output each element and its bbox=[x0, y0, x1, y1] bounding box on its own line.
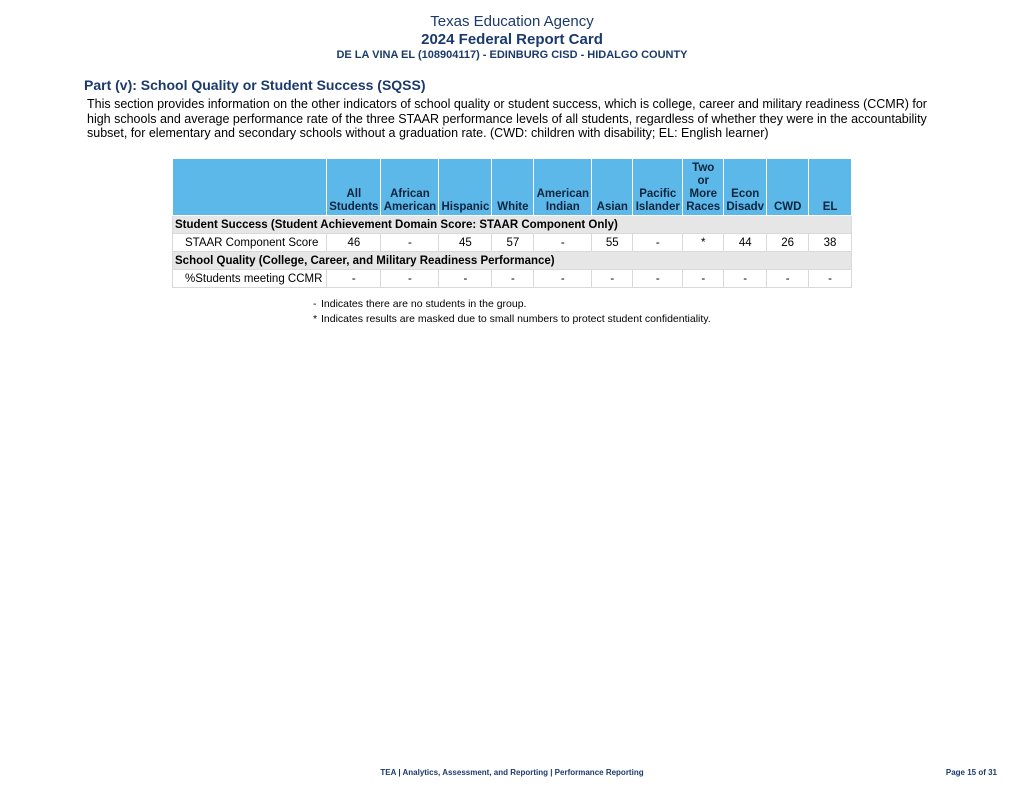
section-heading: Student Success (Student Achievement Domain Score: STAAR Component Only) bbox=[173, 216, 852, 234]
column-header-line: Pacific bbox=[639, 188, 677, 200]
table-cell: - bbox=[683, 270, 724, 288]
footer-credit: TEA | Analytics, Assessment, and Reporting | Performance Reporting bbox=[380, 768, 644, 777]
table-cell: - bbox=[381, 270, 439, 288]
column-header-line: White bbox=[497, 201, 529, 213]
column-header-line: Hispanic bbox=[441, 201, 490, 213]
column-header bbox=[809, 159, 852, 216]
column-header-line: American bbox=[536, 188, 590, 200]
table-cell: 55 bbox=[592, 234, 633, 252]
column-header-line: CWD bbox=[773, 201, 802, 213]
column-header bbox=[724, 159, 767, 216]
legend-dash-text: Indicates there are no students in the group. bbox=[321, 298, 527, 310]
table-cell: 45 bbox=[439, 234, 492, 252]
column-header-line: African bbox=[390, 188, 430, 200]
column-header-line: Students bbox=[329, 201, 379, 213]
legend-star-text: Indicates results are masked due to small numbers to protect student confidentiality. bbox=[321, 313, 711, 325]
column-header bbox=[327, 159, 381, 216]
table-cell: - bbox=[327, 270, 381, 288]
column-header-line: EL bbox=[822, 201, 838, 213]
table-header-row bbox=[173, 159, 852, 216]
column-header bbox=[683, 159, 724, 216]
report-title: 2024 Federal Report Card bbox=[421, 31, 603, 48]
table-cell: - bbox=[767, 270, 809, 288]
column-header-line: More bbox=[689, 188, 717, 200]
legend-star bbox=[313, 313, 711, 325]
table-cell: - bbox=[592, 270, 633, 288]
table-cell: - bbox=[534, 234, 592, 252]
table-cell: 26 bbox=[767, 234, 809, 252]
column-header-line: Islander bbox=[635, 201, 680, 213]
column-header bbox=[534, 159, 592, 216]
table-cell: - bbox=[633, 234, 683, 252]
column-header bbox=[767, 159, 809, 216]
column-header-line: Disadv bbox=[726, 201, 765, 213]
table-cell: - bbox=[492, 270, 534, 288]
sqss-table bbox=[172, 158, 852, 288]
table-header-blank bbox=[173, 159, 327, 216]
section-title: Part (v): School Quality or Student Success (SQSS) bbox=[84, 77, 426, 93]
row-label: STAAR Component Score bbox=[173, 234, 327, 252]
table-cell: - bbox=[381, 234, 439, 252]
table-row bbox=[173, 234, 852, 252]
column-header-line: All bbox=[346, 188, 362, 200]
column-header-line: Asian bbox=[596, 201, 628, 213]
section-row bbox=[173, 216, 852, 234]
column-header bbox=[592, 159, 633, 216]
row-label: %Students meeting CCMR bbox=[173, 270, 327, 288]
column-header-line: or bbox=[697, 175, 709, 187]
section-description: This section provides information on the other indicators of school quality or student success, which is college, career and military readiness (CCMR) for high schools and average performance rate of the three STAAR performance levels of all students, regardless of whether they were in the accountability subset, for elementary and secondary schools without a graduation rate. (CWD: children with disability; EL: English learner) bbox=[87, 97, 927, 140]
section-row bbox=[173, 252, 852, 270]
table-cell: - bbox=[439, 270, 492, 288]
column-header-line: Races bbox=[686, 201, 721, 213]
agency-name: Texas Education Agency bbox=[430, 13, 594, 30]
page-number: Page 15 of 31 bbox=[945, 768, 997, 777]
column-header bbox=[633, 159, 683, 216]
table-cell: - bbox=[534, 270, 592, 288]
legend-dash bbox=[313, 298, 526, 310]
table-cell: 44 bbox=[724, 234, 767, 252]
column-header-line: Econ bbox=[731, 188, 760, 200]
school-name: DE LA VINA EL (108904117) - EDINBURG CISD - HIDALGO COUNTY bbox=[336, 49, 688, 61]
table-cell: 46 bbox=[327, 234, 381, 252]
column-header-line: American bbox=[383, 201, 437, 213]
table-cell: 57 bbox=[492, 234, 534, 252]
table-cell: 38 bbox=[809, 234, 852, 252]
table-row bbox=[173, 270, 852, 288]
column-header-line: Two bbox=[692, 162, 715, 174]
legend-star-symbol: * bbox=[313, 313, 318, 325]
table-cell: - bbox=[633, 270, 683, 288]
column-header-line: Indian bbox=[545, 201, 580, 213]
table-cell: - bbox=[809, 270, 852, 288]
table-cell: - bbox=[724, 270, 767, 288]
column-header bbox=[381, 159, 439, 216]
column-header bbox=[439, 159, 492, 216]
section-heading: School Quality (College, Career, and Military Readiness Performance) bbox=[173, 252, 852, 270]
legend-dash-symbol: - bbox=[313, 298, 317, 310]
table-cell: * bbox=[683, 234, 724, 252]
column-header bbox=[492, 159, 534, 216]
